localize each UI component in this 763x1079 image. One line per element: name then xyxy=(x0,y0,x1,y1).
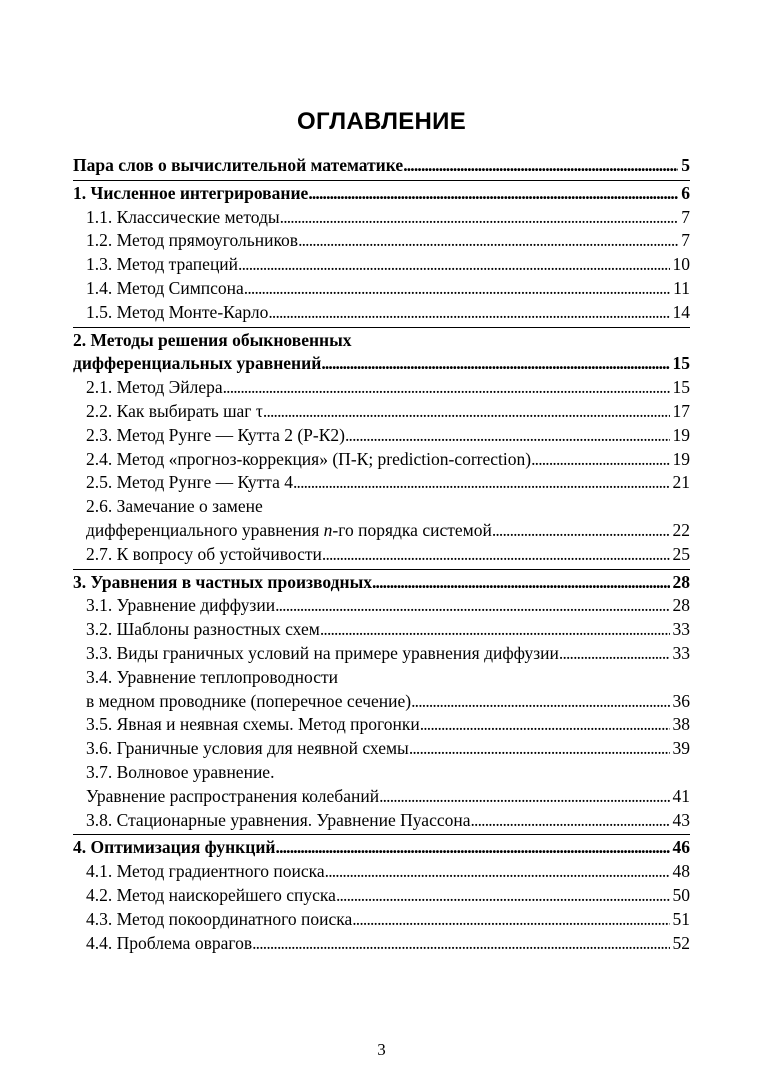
dot-leader xyxy=(471,809,670,833)
toc-item-4-3[interactable] xyxy=(73,908,690,932)
toc-entry-label: 2.2. Как выбирать шаг τ xyxy=(86,400,263,421)
dot-leader xyxy=(298,229,678,253)
toc-item-3-3[interactable] xyxy=(73,642,690,666)
dot-leader xyxy=(238,253,669,277)
dot-leader xyxy=(320,618,670,642)
toc-entry-label: 4.2. Метод наискорейшего спуска xyxy=(86,884,336,905)
toc-section-4[interactable] xyxy=(73,836,690,860)
toc-entry-label: 4.4. Проблема оврагов xyxy=(86,932,253,953)
toc-entry-label: Уравнение распространения колебаний xyxy=(86,785,380,806)
toc-item-4-2[interactable] xyxy=(73,884,690,908)
dot-leader xyxy=(276,836,670,860)
section-divider xyxy=(73,180,690,181)
toc-item-3-7[interactable] xyxy=(73,785,690,809)
toc-entry-page: 39 xyxy=(672,738,690,759)
table-of-contents xyxy=(73,154,690,955)
dot-leader xyxy=(275,594,669,618)
toc-item-2-7[interactable] xyxy=(73,543,690,567)
toc-section-2-line1[interactable]: 2. Методы решения обыкновенных xyxy=(73,329,352,350)
section-divider xyxy=(73,327,690,328)
toc-item-2-6-line1[interactable]: 2.6. Замечание о замене xyxy=(86,496,263,517)
dot-leader xyxy=(293,471,670,495)
toc-entry-label: Пара слов о вычислительной математике xyxy=(73,155,404,175)
toc-entry-label: 2.5. Метод Рунге — Кутта 4 xyxy=(86,472,293,493)
toc-entry-page: 14 xyxy=(672,301,690,322)
toc-item-2-5[interactable] xyxy=(73,471,690,495)
toc-entry-label: 3.2. Шаблоны разностных схем xyxy=(86,619,320,640)
toc-entry-page: 10 xyxy=(672,254,690,275)
toc-entry-label: 1.1. Классические методы xyxy=(86,206,280,227)
toc-entry-label: 4.1. Метод градиентного поиска xyxy=(86,861,325,882)
toc-item-1-2[interactable] xyxy=(73,229,690,253)
dot-leader xyxy=(321,352,669,376)
toc-entry-label: 2.7. К вопросу об устойчивости xyxy=(86,543,322,564)
label-part: дифференциального уравнения xyxy=(86,519,324,540)
dot-leader xyxy=(420,713,670,737)
section-divider xyxy=(73,569,690,570)
toc-entry-page: 28 xyxy=(672,571,690,592)
toc-entry-label: 3.5. Явная и неявная схемы. Метод прогонки xyxy=(86,714,420,735)
section-divider xyxy=(73,834,690,835)
toc-entry-page: 50 xyxy=(672,884,690,905)
toc-section-1[interactable] xyxy=(73,182,690,206)
dot-leader xyxy=(411,690,669,714)
toc-entry-page: 41 xyxy=(672,785,690,806)
toc-entry-page: 17 xyxy=(672,400,690,421)
toc-entry-page: 33 xyxy=(672,642,690,663)
toc-section-3[interactable] xyxy=(73,571,690,595)
dot-leader xyxy=(372,571,670,595)
page-number: 3 xyxy=(377,1040,386,1059)
toc-entry-label: 3.8. Стационарные уравнения. Уравнение Пуассона xyxy=(86,809,471,830)
toc-entry-page: 25 xyxy=(672,543,690,564)
toc-entry-page: 51 xyxy=(672,908,690,929)
toc-entry-page: 21 xyxy=(672,472,690,493)
dot-leader xyxy=(325,860,670,884)
toc-entry-label: 3. Уравнения в частных производных xyxy=(73,571,372,592)
toc-entry-page: 38 xyxy=(672,714,690,735)
toc-item-1-1[interactable] xyxy=(73,206,690,230)
toc-item-2-3[interactable] xyxy=(73,424,690,448)
toc-section-2[interactable] xyxy=(73,352,690,376)
toc-item-3-1[interactable] xyxy=(73,594,690,618)
toc-entry-label: 1.4. Метод Симпсона xyxy=(86,277,244,298)
toc-item-1-5[interactable] xyxy=(73,301,690,325)
toc-entry-page: 48 xyxy=(672,861,690,882)
dot-leader xyxy=(379,785,669,809)
dot-leader xyxy=(336,884,670,908)
dot-leader xyxy=(244,277,670,301)
label-part: -го порядка системой xyxy=(332,519,492,540)
page-title: ОГЛАВЛЕНИЕ xyxy=(296,108,467,135)
toc-item-2-6[interactable] xyxy=(73,519,690,543)
toc-entry-page: 36 xyxy=(672,690,690,711)
dot-leader xyxy=(403,154,678,178)
toc-entry-label: 1.2. Метод прямоугольников xyxy=(86,230,299,251)
toc-item-3-5[interactable] xyxy=(73,713,690,737)
toc-entry-label: в медном проводнике (поперечное сечение) xyxy=(86,690,412,711)
toc-entry-label xyxy=(86,519,492,543)
toc-item-1-4[interactable] xyxy=(73,277,690,301)
toc-entry-label: 2.4. Метод «прогноз-коррекция» (П-К; prediction-correction) xyxy=(86,448,532,469)
toc-entry-label: 1. Численное интегрирование xyxy=(73,182,309,203)
dot-leader xyxy=(345,424,670,448)
toc-entry-page: 7 xyxy=(681,230,690,251)
dot-leader xyxy=(252,932,669,956)
toc-entry-page: 52 xyxy=(672,932,690,953)
toc-entry-label: 3.3. Виды граничных условий на примере уравнения диффузии xyxy=(86,642,559,663)
toc-entry-page: 7 xyxy=(681,206,690,227)
toc-entry-label: 2.3. Метод Рунге — Кутта 2 (Р-К2) xyxy=(86,424,345,445)
toc-item-4-4[interactable] xyxy=(73,932,690,956)
toc-item-3-4-line1[interactable]: 3.4. Уравнение теплопроводности xyxy=(86,666,339,687)
toc-entry-label: 1.3. Метод трапеций xyxy=(86,254,239,275)
dot-leader xyxy=(308,182,678,206)
toc-item-3-4[interactable] xyxy=(73,690,690,714)
toc-item-3-8[interactable] xyxy=(73,809,690,833)
dot-leader xyxy=(559,642,670,666)
toc-entry-page: 46 xyxy=(672,837,690,858)
dot-leader xyxy=(223,376,670,400)
toc-entry-page: 19 xyxy=(672,424,690,445)
toc-entry-page: 22 xyxy=(672,519,690,540)
dot-leader xyxy=(268,301,669,325)
dot-leader xyxy=(409,737,670,761)
toc-item-2-1[interactable] xyxy=(73,376,690,400)
toc-entry-label: 4.3. Метод покоординатного поиска xyxy=(86,908,353,929)
toc-entry-label: 3.6. Граничные условия для неявной схемы xyxy=(86,738,409,759)
label-italic-var: n xyxy=(323,519,333,540)
dot-leader xyxy=(492,519,670,543)
dot-leader xyxy=(531,448,669,472)
toc-entry-page: 43 xyxy=(672,809,690,830)
toc-item-1-3[interactable] xyxy=(73,253,690,277)
toc-entry-label: 4. Оптимизация функций xyxy=(73,837,276,858)
toc-item-3-6[interactable] xyxy=(73,737,690,761)
toc-item-3-2[interactable] xyxy=(73,618,690,642)
toc-entry-page: 11 xyxy=(673,277,690,298)
toc-section-intro[interactable] xyxy=(73,154,690,178)
toc-entry-page: 33 xyxy=(672,619,690,640)
toc-entry-page: 28 xyxy=(672,595,690,616)
toc-entry-page: 6 xyxy=(681,182,690,203)
toc-entry-page: 19 xyxy=(672,448,690,469)
dot-leader xyxy=(263,400,670,424)
toc-item-3-7-line1[interactable]: 3.7. Волновое уравнение. xyxy=(86,761,275,782)
toc-item-2-4[interactable] xyxy=(73,448,690,472)
toc-entry-label: 2.1. Метод Эйлера xyxy=(86,377,223,398)
toc-entry-label: дифференциальных уравнений xyxy=(73,353,322,374)
toc-entry-label: 3.1. Уравнение диффузии xyxy=(86,595,276,616)
toc-item-4-1[interactable] xyxy=(73,860,690,884)
dot-leader xyxy=(352,908,669,932)
toc-item-2-2[interactable] xyxy=(73,400,690,424)
toc-entry-page: 5 xyxy=(681,155,690,175)
toc-entry-page: 15 xyxy=(672,377,690,398)
toc-entry-page: 15 xyxy=(672,353,690,374)
dot-leader xyxy=(322,543,670,567)
dot-leader xyxy=(280,206,679,230)
toc-entry-label: 1.5. Метод Монте-Карло xyxy=(86,301,269,322)
